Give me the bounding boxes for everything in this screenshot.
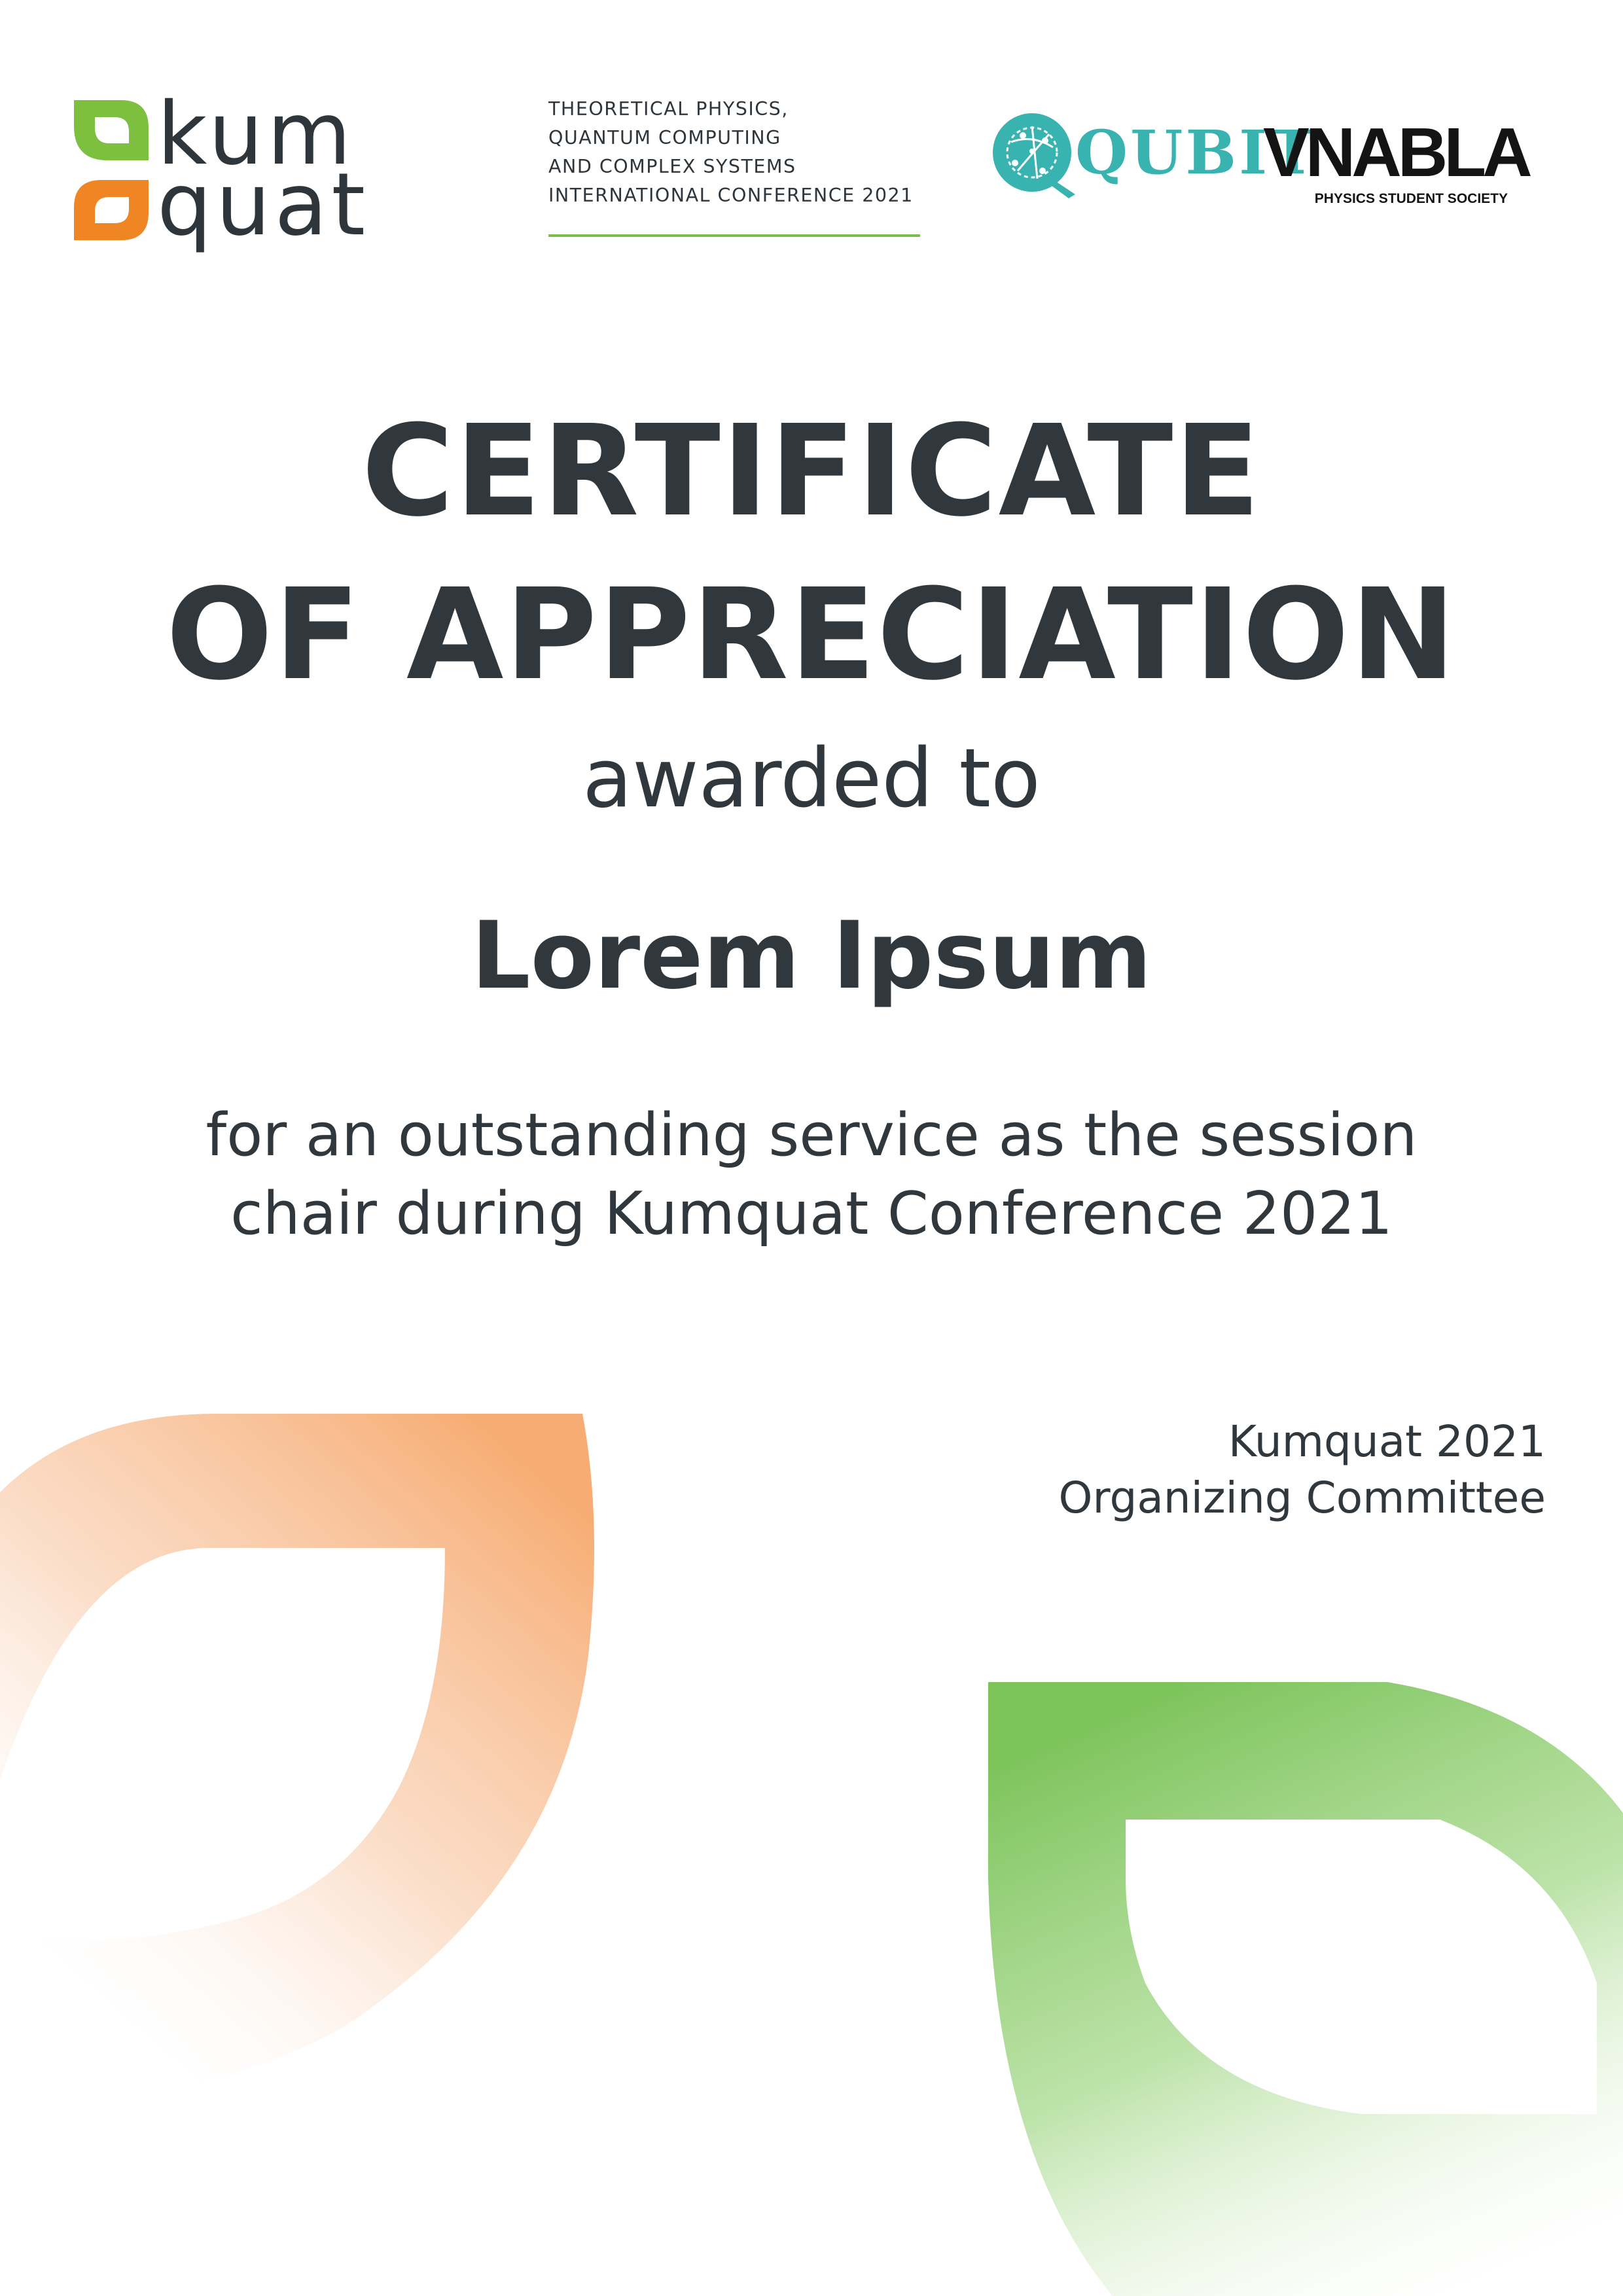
conference-line: INTERNATIONAL CONFERENCE 2021 (548, 185, 914, 206)
conference-description (548, 95, 921, 210)
orange-leaf-decoration (0, 1414, 602, 2101)
reason-line1: for an outstanding service as the session (205, 1101, 1418, 1170)
conference-line: AND COMPLEX SYSTEMS (548, 156, 796, 177)
qubit-wordmark: QUBIT (1075, 117, 1317, 188)
kumquat-leaf-icons (69, 95, 154, 245)
conference-line: QUANTUM COMPUTING (548, 127, 781, 149)
certificate-title-line1: CERTIFICATE (361, 399, 1262, 545)
vnabla-wordmark: VNABLA (1263, 114, 1529, 191)
reason-line2: chair during Kumquat Conference 2021 (230, 1179, 1393, 1248)
recipient-name: Lorem Ipsum (471, 902, 1152, 1010)
logo-word-kum: kum (157, 84, 355, 185)
green-leaf-icon (74, 100, 149, 160)
green-leaf-decoration (982, 1682, 1623, 2296)
accent-divider (548, 234, 920, 237)
conference-line: THEORETICAL PHYSICS, (548, 98, 789, 120)
vnabla-logo (1263, 114, 1529, 213)
vnabla-subtitle: PHYSICS STUDENT SOCIETY (1314, 191, 1508, 206)
awarded-to-label: awarded to (582, 732, 1041, 826)
certificate-title-line2: OF APPRECIATION (166, 562, 1457, 708)
qubit-logo (991, 108, 1317, 200)
signature-line2: Organizing Committee (1058, 1473, 1546, 1523)
orange-leaf-icon (74, 180, 149, 240)
logo-word-quat: quat (157, 154, 370, 255)
signature-line1: Kumquat 2021 (1228, 1416, 1546, 1467)
kumquat-logo (69, 84, 514, 255)
signature-block (1059, 1414, 1546, 1526)
